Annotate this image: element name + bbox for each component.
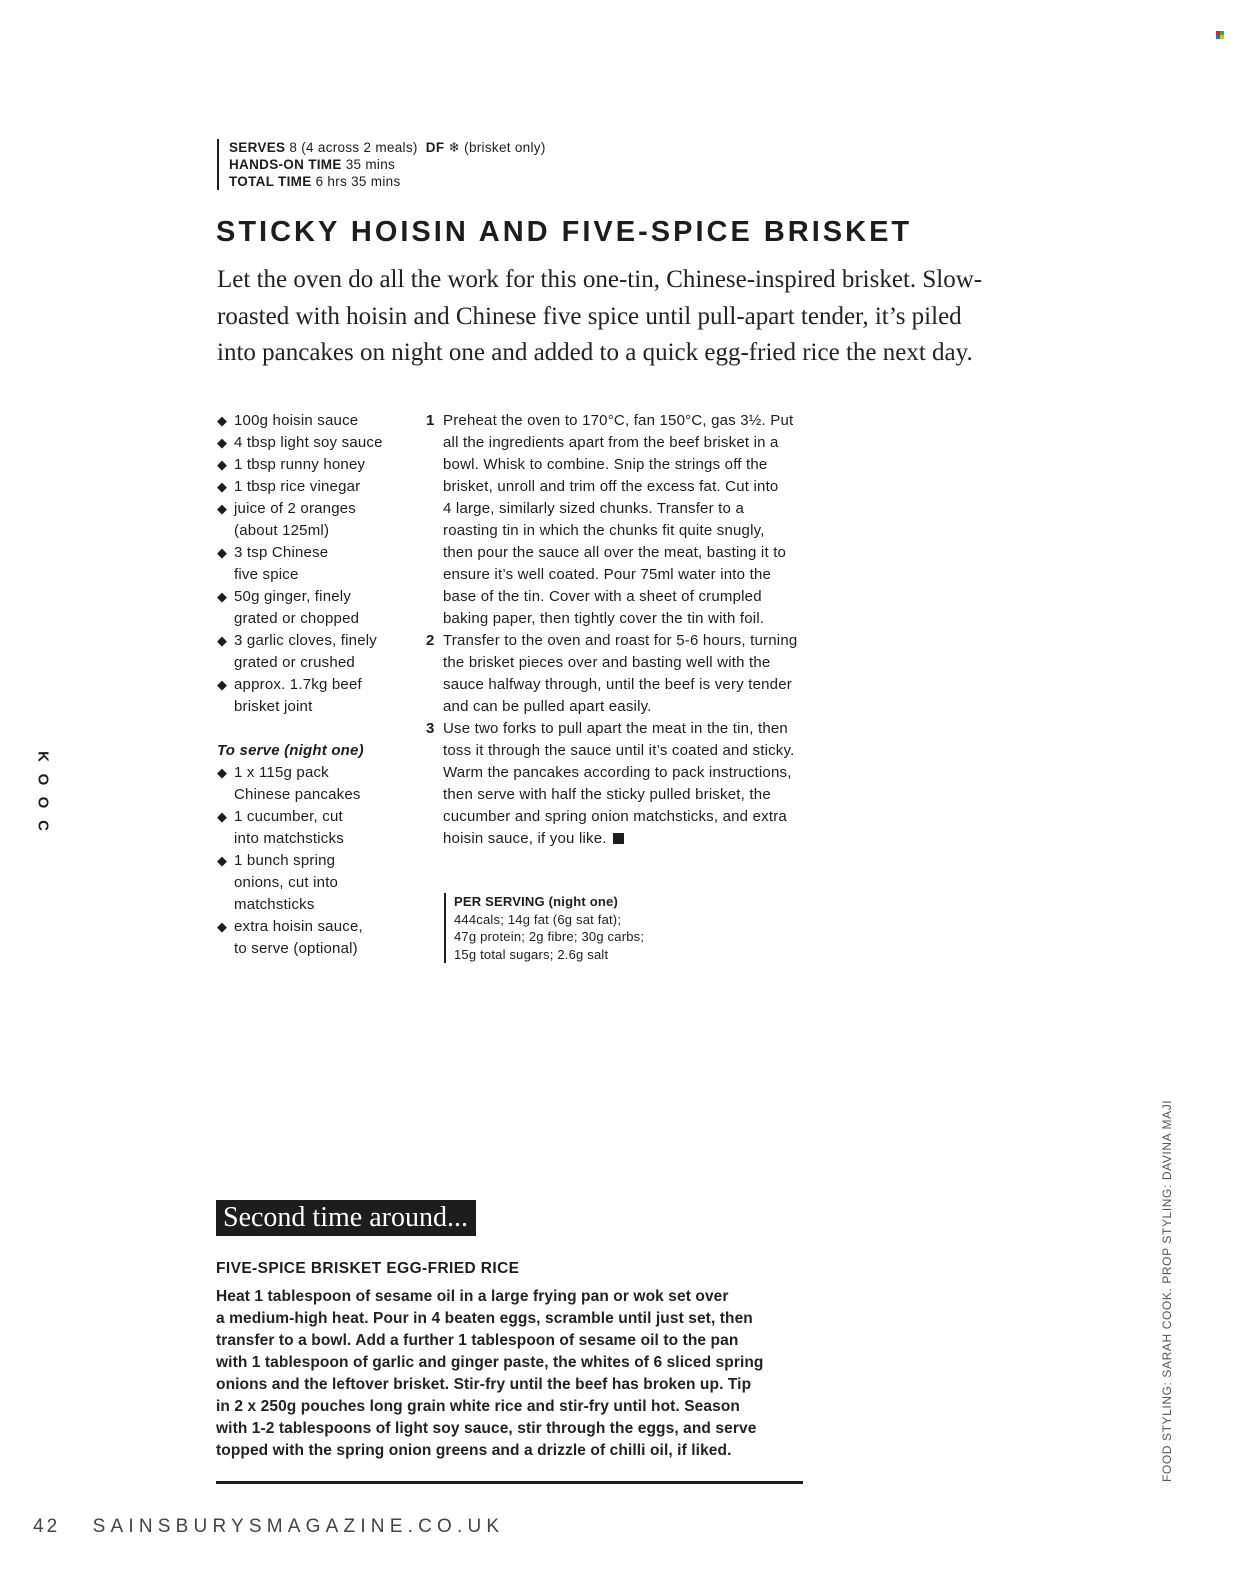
ingredients-list [217,410,417,960]
ingredient-item: ◆ 3 garlic cloves, finely grated or crushed [217,630,417,674]
rice-recipe-method: Heat 1 tablespoon of sesame oil in a large frying pan or wok set over a medium-high heat. Pour in 4 beaten eggs, scramble until just set, then transfer to a bowl. Add a further 1 tablespoon of sesame oil to the pan with 1 tablespoon of garlic and ginger paste, the whites of 6 sliced spring onions and the leftover brisket. Stir-fry until the beef has broken up. Tip in 2 x 250g pouches long grain white rice and stir-fry until hot. Season with 1-2 tablespoons of light soy sauce, stir through the eggs, and serve topped with the spring onion greens and a drizzle of chilli oil, if liked. [216,1288,764,1459]
ingredient-item: ◆ 1 tbsp rice vinegar [217,476,417,498]
serve-item: ◆ 1 cucumber, cut into matchsticks [217,806,417,850]
page-number: 42 [33,1516,61,1537]
ingredient-item: ◆ 50g ginger, finely grated or chopped [217,586,417,630]
serve-item: ◆ extra hoisin sauce, to serve (optional) [217,916,417,960]
section-label-letter: O [34,796,52,809]
section-label-letter: C [34,820,52,831]
recipe-meta [217,139,546,190]
second-time-banner: Second time around... [216,1200,476,1236]
ingredient-item: ◆ approx. 1.7kg beef brisket joint [217,674,417,718]
nutrition-info: PER SERVING (night one) 444cals; 14g fat (6g sat fat); 47g protein; 2g fibre; 30g carbs; 15g total sugars; 2.6g salt [444,893,644,963]
recipe-intro: Let the oven do all the work for this one-tin, Chinese-inspired brisket. Slow- roasted with hoisin and Chinese five spice until pull-apart tender, it’s piled into pancakes on night one and added to a quick egg-fried rice the next day. [217,266,983,366]
serve-item: ◆ 1 bunch spring onions, cut into matchsticks [217,850,417,916]
styling-credits: FOOD STYLING: SARAH COOK. PROP STYLING: DAVINA MAJI [1160,1099,1174,1482]
step-number: 2 [426,632,435,649]
ingredient-item: ◆ 4 tbsp light soy sauce [217,432,417,454]
corner-logo-mark [1216,31,1224,39]
recipe-title: STICKY HOISIN AND FIVE-SPICE BRISKET [216,216,913,248]
method-step: 2 Transfer to the oven and roast for 5-6 hours, turning the brisket pieces over and basting well with the sauce halfway through, until the beef is very tender and can be pulled apart easily. [426,632,798,715]
ingredient-item: ◆ juice of 2 oranges (about 125ml) [217,498,417,542]
ingredient-item: ◆ 1 tbsp runny honey [217,454,417,476]
end-mark-icon [613,833,624,844]
step-number: 1 [426,412,435,429]
hands-on-row: HANDS-ON TIME 35 mins [229,157,396,172]
page-footer [33,1516,504,1538]
ingredient-item: ◆ 100g hoisin sauce [217,410,417,432]
step-number: 3 [426,720,435,737]
to-serve-heading: To serve (night one) [217,742,364,759]
method-step: 1 Preheat the oven to 170°C, fan 150°C, gas 3½. Put all the ingredients apart from the beef brisket in a bowl. Whisk to combine. Snip the strings off the brisket, unroll and trim off the excess fat. Cut into 4 large, similarly sized chunks. Transfer to a roasting tin in which the chunks fit quite snugly, then pour the sauce all over the meat, basting it to ensure it’s well coated. Pour 75ml water into the base of the tin. Cover with a sheet of crumpled baking paper, then tightly cover the tin with foil. [426,412,794,627]
serve-item: ◆ 1 x 115g pack Chinese pancakes [217,762,417,806]
rice-recipe-title: FIVE-SPICE BRISKET EGG-FRIED RICE [216,1260,520,1277]
serves-row: SERVES 8 (4 across 2 meals) DF ❄ (brisket only) [229,140,546,155]
section-label-letter: K [34,751,52,762]
divider [216,1481,803,1484]
total-time-row: TOTAL TIME 6 hrs 35 mins [229,174,401,189]
method-steps [426,410,846,850]
website-link[interactable]: SAINSBURYSMAGAZINE.CO.UK [92,1516,505,1537]
freezable-icon: ❄ [448,140,461,155]
section-label [33,745,53,837]
method-step: 3 Use two forks to pull apart the meat in the tin, then toss it through the sauce until it’s coated and sticky. Warm the pancakes according to pack instructions, then serve with half the sticky pulled brisket, the cucumber and spring onion matchsticks, and extra hoisin sauce, if you like. [426,718,846,850]
ingredient-item: ◆ 3 tsp Chinese five spice [217,542,417,586]
last-line: hoisin sauce, if you like. [443,828,846,850]
section-label-letter: O [34,773,52,786]
